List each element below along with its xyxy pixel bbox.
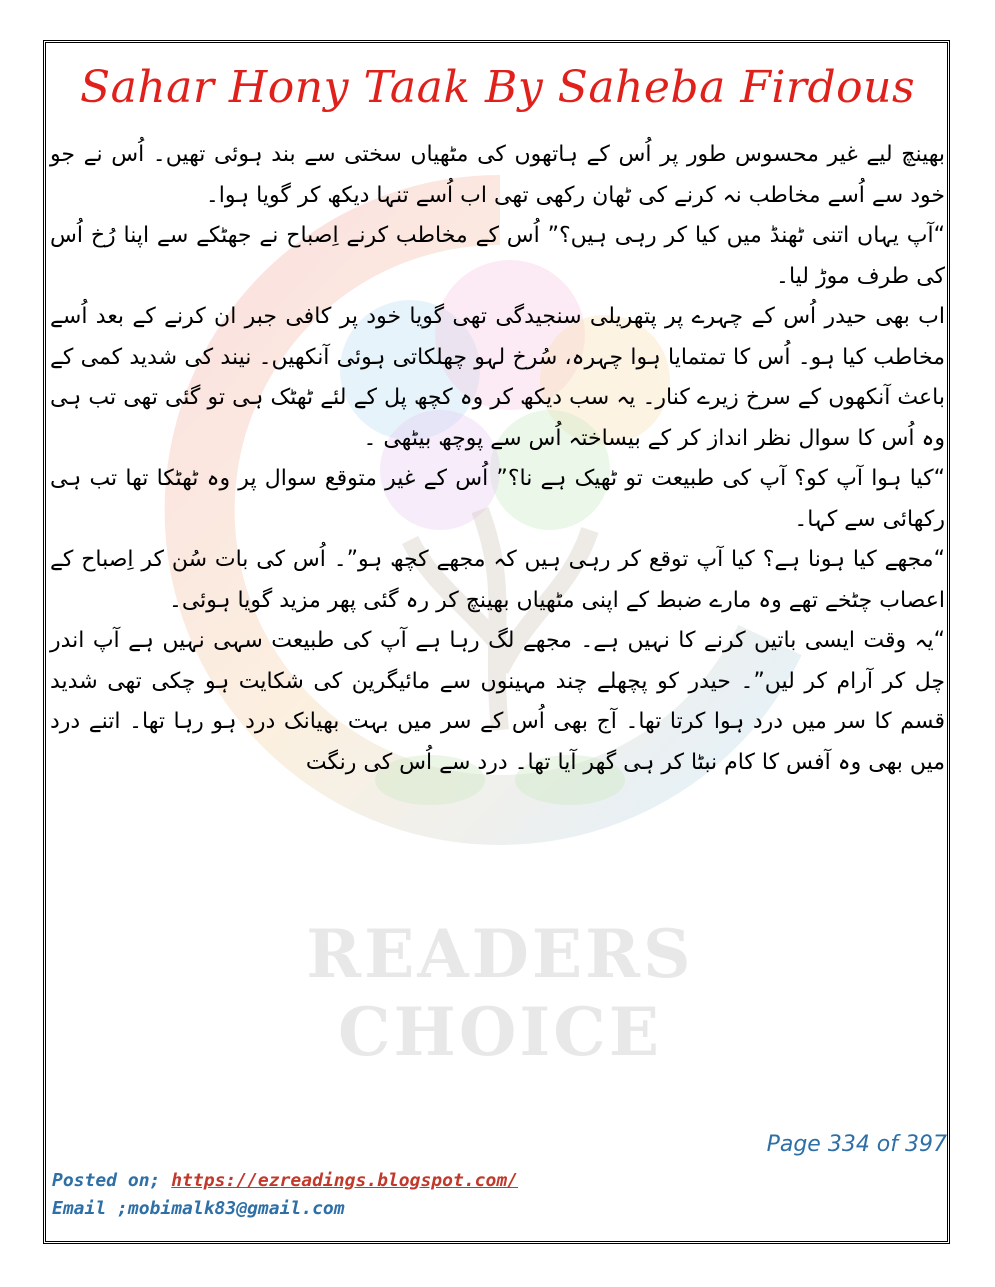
blog-link[interactable]: https://ezreadings.blogspot.com/ — [171, 1170, 518, 1191]
paragraph: اب بھی حیدر اُس کے چہرے پر پتھریلی سنجیدگی تھی گویا خود پر کافی جبر ان کرنے کے بعد اُسے مخاطب کیا ہو۔ اُس کا تمتمایا ہوا چہرہ، سُرخ لہو چھلکاتی ہوئی آنکھیں۔ نیند کی شدید کمی کے باعث آنکھوں کے سرخ زیرے کنار۔ یہ سب دیکھ کر وہ کچھ پل کے لئے ٹھٹک ہی تو گئی تھی تب ہی وہ اُس کا سوال نظر انداز کر کے بیساختہ اُس سے پوچھ بیٹھی ۔ — [50, 304, 945, 451]
paragraph: “آپ یہاں اتنی ٹھنڈ میں کیا کر رہی ہیں؟” اُس کے مخاطب کرنے اِصباح نے جھٹکے سے اپنا رُخ اُس کی طرف موڑ لیا۔ — [50, 223, 945, 289]
paragraph: “یہ وقت ایسی باتیں کرنے کا نہیں ہے۔ مجھے لگ رہا ہے آپ کی طبیعت سہی نہیں ہے آپ اندر چل کر آرام کر لیں”۔ حیدر کو پچھلے چند مہینوں سے مائیگرین کی شکایت ہو چکی تھی شدید قسم کا سر میں درد ہوا کرتا تھا۔ آج بھی اُس کے سر میں بہت بھیانک درد ہو رہا تھا۔ اتنے درد میں بھی وہ آفس کا کام نبٹا کر ہی گھر آیا تھا۔ درد سے اُس کی رنگت — [50, 628, 945, 775]
page-number: Page 334 of 397 — [766, 1132, 947, 1157]
page-title: Sahar Hony Taak By Saheba Firdous — [79, 62, 916, 113]
story-text — [50, 135, 945, 783]
posted-on-line — [52, 1170, 518, 1191]
paragraph: “مجھے کیا ہونا ہے؟ کیا آپ توقع کر رہی ہیں کہ مجھے کچھ ہو”۔ اُس کی بات سُن کر اِصباح کے اعصاب چٹخے تھے وہ مارے ضبط کے اپنی مٹھیاں بھینچ کر رہ گئی پھر مزید گویا ہوئی۔ — [50, 547, 945, 613]
email-line: Email ;mobimalk83@gmail.com — [52, 1198, 345, 1219]
watermark-text: READERS CHOICE — [306, 915, 694, 1071]
paragraph: “کیا ہوا آپ کو؟ آپ کی طبیعت تو ٹھیک ہے نا؟” اُس کے غیر متوقع سوال پر وہ ٹھٹکا تھا تب ہی رکھائی سے کہا۔ — [50, 466, 945, 532]
posted-on-label: Posted on; — [52, 1170, 172, 1191]
paragraph: بھینچ لیے غیر محسوس طور پر اُس کے ہاتھوں کی مٹھیاں سختی سے بند ہوئی تھیں۔ اُس نے جو خود سے اُسے مخاطب نہ کرنے کی ٹھان رکھی تھی اب اُسے تنہا دیکھ کر گویا ہوا۔ — [50, 142, 945, 208]
